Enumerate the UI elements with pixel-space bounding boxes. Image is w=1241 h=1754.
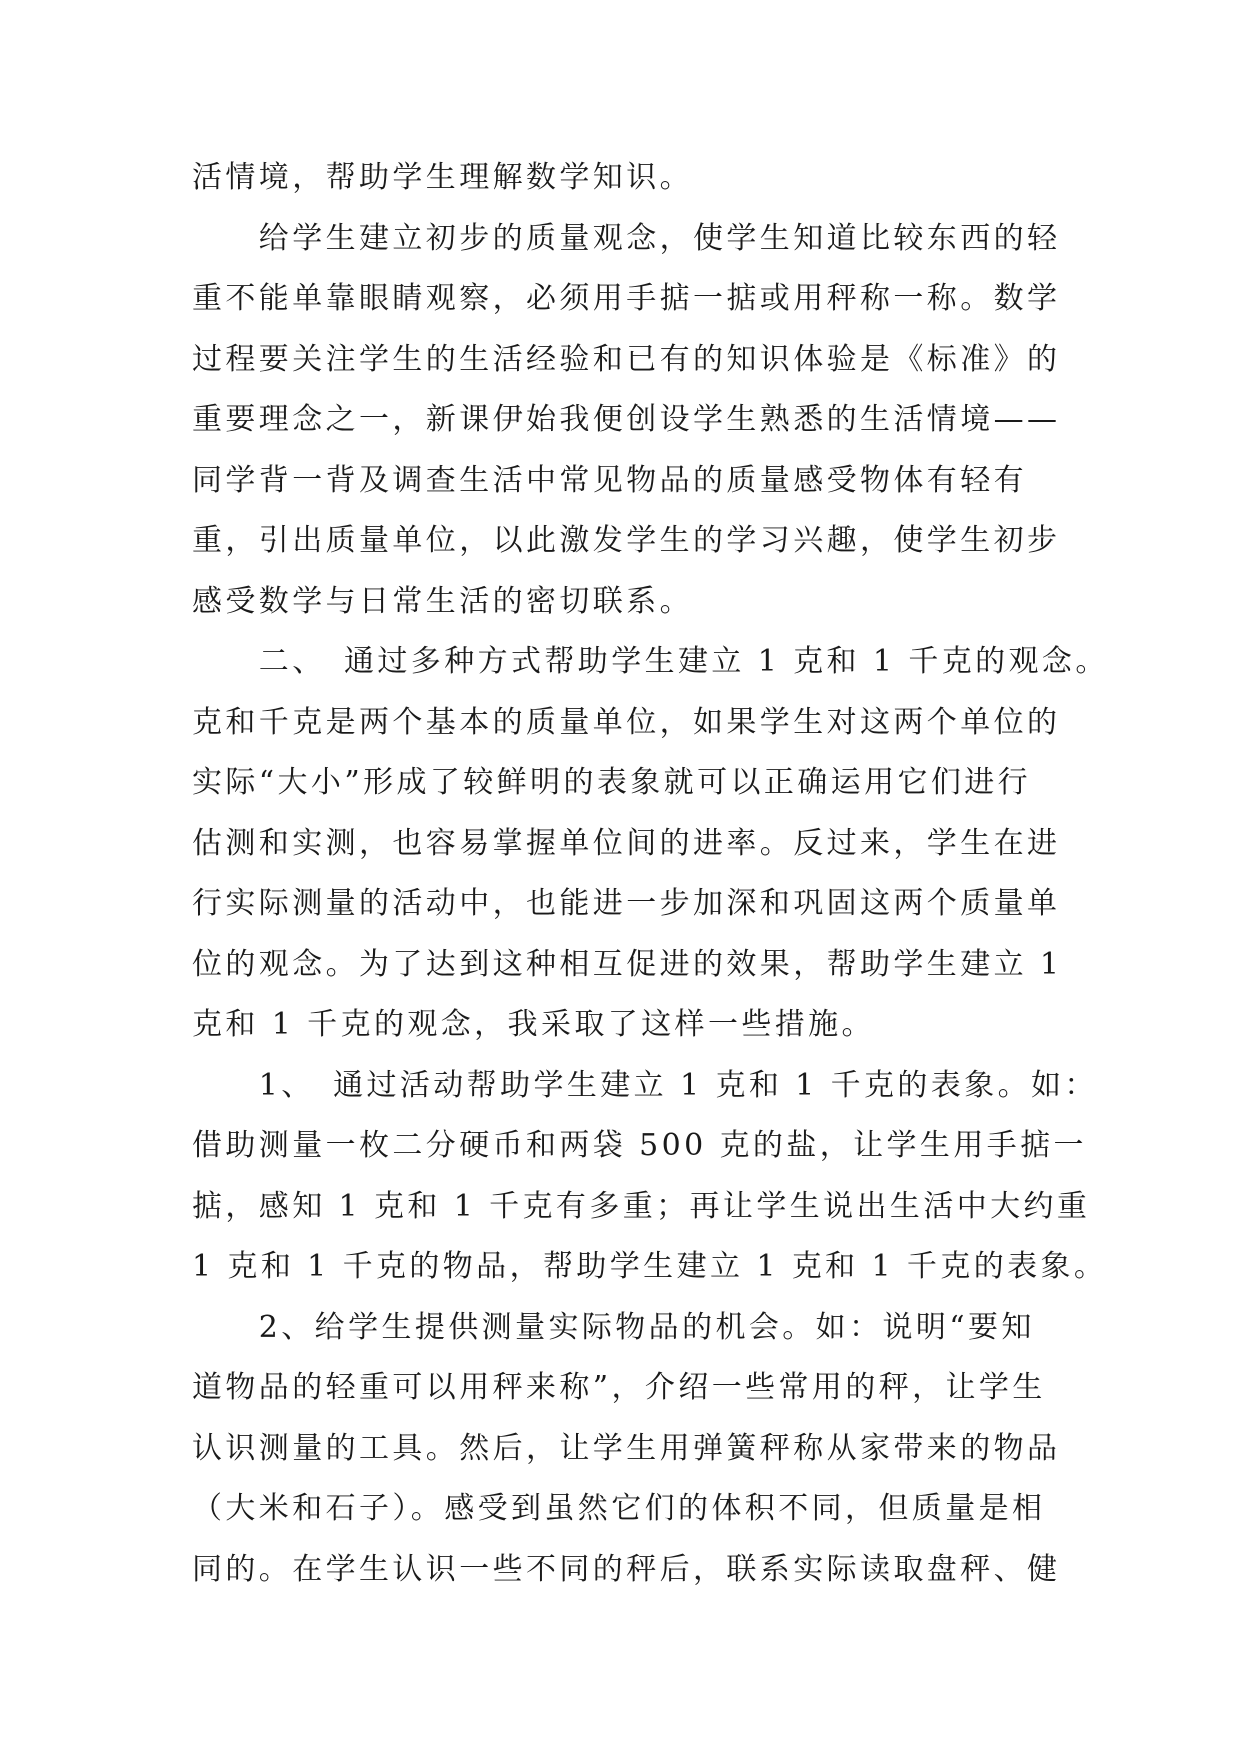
text-line: 克和 1 千克的观念，我采取了这样一些措施。 (192, 1007, 875, 1042)
text-line: （大米和石子）。感受到虽然它们的体积不同，但质量是相 (192, 1491, 1046, 1526)
text-line: 同学背一背及调查生活中常见物品的质量感受物体有轻有 (192, 462, 1027, 498)
text-line: 认识测量的工具。然后，让学生用弹簧秤称从家带来的物品 (192, 1430, 1061, 1466)
text-line: 实际“大小”形成了较鲜明的表象就可以正确运用它们进行 (192, 765, 1032, 800)
text-line: 过程要关注学生的生活经验和已有的知识体验是《标准》的 (192, 341, 1061, 377)
text-line: 1 克和 1 千克的物品，帮助学生建立 1 克和 1 千克的表象。 (192, 1249, 1108, 1284)
text-line: 同的。在学生认识一些不同的秤后，联系实际读取盘秤、健 (192, 1551, 1061, 1587)
text-line: 重要理念之一，新课伊始我便创设学生熟悉的生活情境—— (192, 402, 1061, 437)
text-line: 感受数学与日常生活的密切联系。 (192, 583, 693, 619)
text-line: 二、 通过多种方式帮助学生建立 1 克和 1 千克的观念。 (192, 644, 1109, 679)
text-line: 2、给学生提供测量实际物品的机会。如：说明“要知 (192, 1309, 1035, 1345)
body-text (192, 148, 1109, 1600)
text-line: 估测和实测，也容易掌握单位间的进率。反过来，学生在进 (192, 825, 1061, 861)
text-line: 位的观念。为了达到这种相互促进的效果，帮助学生建立 1 (192, 946, 1063, 982)
text-line: 重，引出质量单位，以此激发学生的学习兴趣，使学生初步 (192, 523, 1061, 558)
text-line: 行实际测量的活动中，也能进一步加深和巩固这两个质量单 (192, 886, 1061, 921)
text-line: 活情境，帮助学生理解数学知识。 (192, 160, 693, 195)
text-line: 借助测量一枚二分硬币和两袋 500 克的盐，让学生用手掂一 (192, 1128, 1087, 1163)
text-line: 掂，感知 1 克和 1 千克有多重；再让学生说出生活中大约重 (192, 1188, 1091, 1224)
text-line: 给学生建立初步的质量观念，使学生知道比较东西的轻 (192, 220, 1061, 256)
text-line: 道物品的轻重可以用秤来称”，介绍一些常用的秤，让学生 (192, 1370, 1046, 1405)
text-line: 1、 通过活动帮助学生建立 1 克和 1 千克的表象。如： (192, 1067, 1098, 1103)
text-line: 重不能单靠眼睛观察，必须用手掂一掂或用秤称一称。数学 (192, 281, 1061, 316)
text-line: 克和千克是两个基本的质量单位，如果学生对这两个单位的 (192, 704, 1061, 740)
